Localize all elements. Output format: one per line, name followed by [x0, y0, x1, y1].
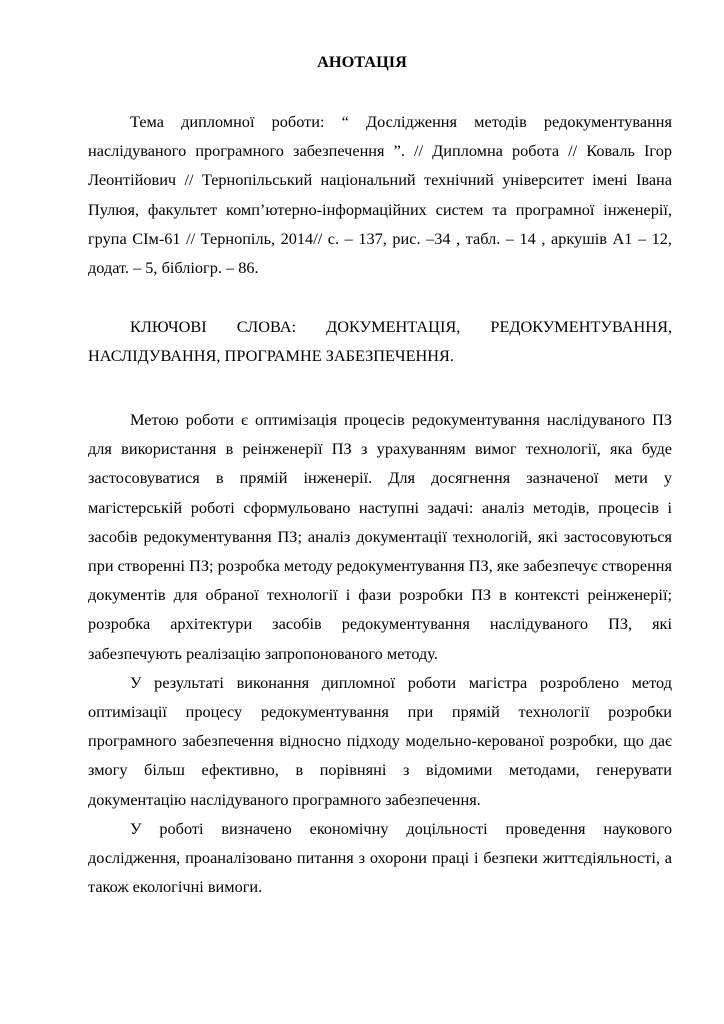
results-paragraph: У результаті виконання дипломної роботи магістра розроблено метод оптимізації процесу редокументування при прямій технології розробки програмного забезпечення відносно підходу модельно-керованої розробки, що дає змогу більш ефективно, в порівняні з відомими методами, генерувати документацію наслідуваного програмного забезпечення.: [88, 672, 672, 809]
body-section: [88, 405, 672, 901]
topic-paragraph: Тема дипломної роботи: “ Дослідження методів редокументування наслідуваного програмного забезпечення ”. // Дипломна робота // Коваль Ігор Леонтійович // Тернопільський національний технічний університет імені Івана Пулюя, факультет комп’ютерно-інформаційних систем та програмної інженерії, група СІм-61 // Тернопіль, 2014// с. – 137, рис. –34 , табл. – 14 , аркушів А1 – 12, додат. – 5, бібліогр. – 86.: [88, 112, 672, 278]
keywords-paragraph: КЛЮЧОВІ СЛОВА: ДОКУМЕНТАЦІЯ, РЕДОКУМЕНТУВАННЯ, НАСЛІДУВАННЯ, ПРОГРАМНЕ ЗАБЕЗПЕЧЕННЯ.: [88, 317, 672, 366]
keywords-section: [88, 312, 672, 370]
goal-paragraph: Метою роботи є оптимізація процесів редокументування наслідуваного ПЗ для використання в реінженерії ПЗ з урахуванням вимог технології, яка буде застосовуватися в прямій інженерії. Для досягнення зазначеної мети у магістерській роботі сформульовано наступні задачі: аналіз методів, процесів і засобів редокументування ПЗ; аналіз документації технологій, які застосовуються при створенні ПЗ; розробка методу редокументування ПЗ, яке забезпечує створення документів для обраної технології і фази розробки ПЗ в контексті реінженерії; розробка архітектури засобів редокументування наслідуваного ПЗ, які забезпечують реалізацію запропонованого методу.: [88, 410, 672, 663]
economics-paragraph: У роботі визначено економічну доцільності проведення наукового дослідження, проаналізовано питання з охорони праці і безпеки життєдіяльності, а також екологічні вимоги.: [88, 818, 672, 897]
topic-section: [88, 107, 672, 282]
page-title: АНОТАЦІЯ: [317, 52, 407, 71]
